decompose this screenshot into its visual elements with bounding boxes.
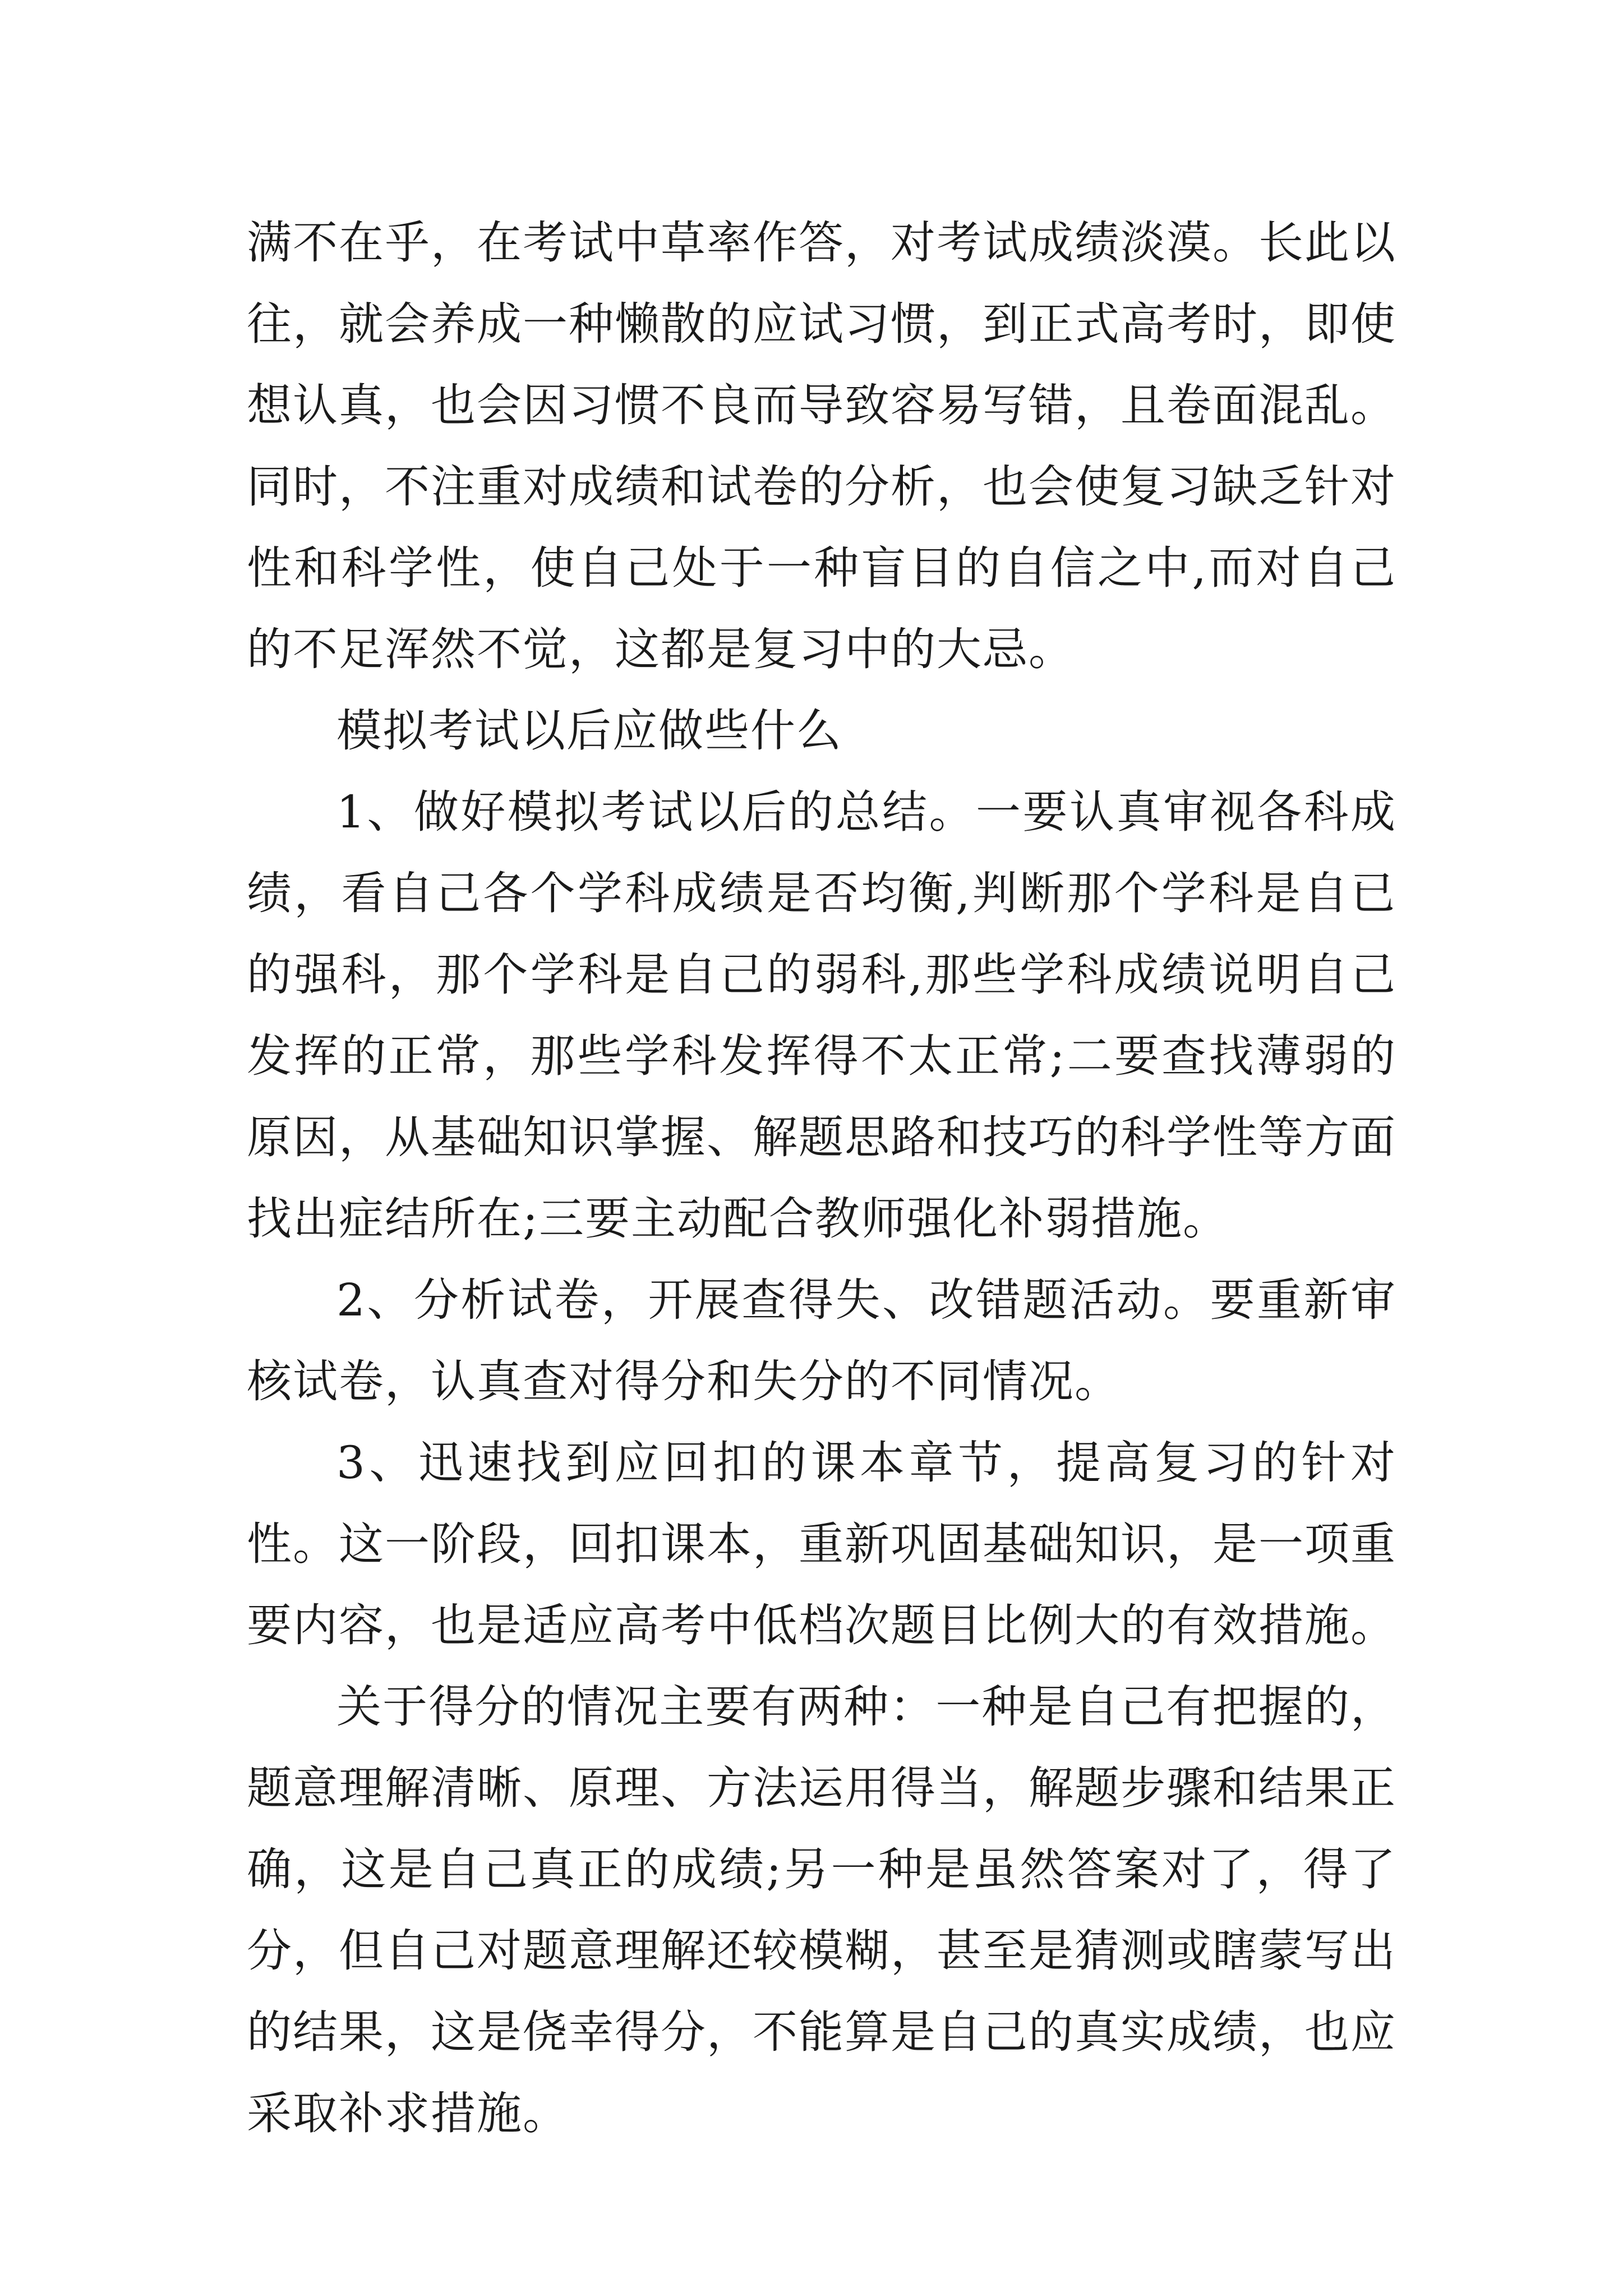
paragraph-scoring: 关于得分的情况主要有两种：一种是自己有把握的，题意理解清晰、原理、方法运用得当，解题步骤和结果正确，这是自己真正的成绩;另一种是虽然答案对了，得了分，但自己对题意理解还较模糊，甚至是猜测或瞎蒙写出的结果，这是侥幸得分，不能算是自己的真实成绩，也应采取补求措施。 [247, 1681, 1396, 2139]
document-body [247, 202, 1396, 2154]
section-heading: 模拟考试以后应做些什么 [336, 705, 842, 757]
paragraph-continuation: 满不在乎，在考试中草率作答，对考试成绩淡漠。长此以往，就会养成一种懒散的应试习惯，到正式高考时，即使想认真，也会因习惯不良而导致容易写错，且卷面混乱。同时，不注重对成绩和试卷的分析，也会使复习缺乏针对性和科学性，使自己处于一种盲目的自信之中,而对自己的不足浑然不觉，这都是复习中的大忌。 [247, 217, 1396, 675]
paragraph-point-3: 3、迅速找到应回扣的课本章节，提高复习的针对性。这一阶段，回扣课本，重新巩固基础知识，是一项重要内容，也是适应高考中低档次题目比例大的有效措施。 [247, 1437, 1396, 1651]
paragraph-point-1: 1、做好模拟考试以后的总结。一要认真审视各科成绩，看自己各个学科成绩是否均衡,判断那个学科是自已的强科，那个学科是自己的弱科,那些学科成绩说明自己发挥的正常，那些学科发挥得不太正常;二要查找薄弱的原因，从基础知识掌握、解题思路和技巧的科学性等方面找出症结所在;三要主动配合教师强化补弱措施。 [247, 786, 1396, 1245]
paragraph-point-2: 2、分析试卷，开展查得失、改错题活动。要重新审核试卷，认真查对得分和失分的不同情况。 [247, 1274, 1396, 1407]
